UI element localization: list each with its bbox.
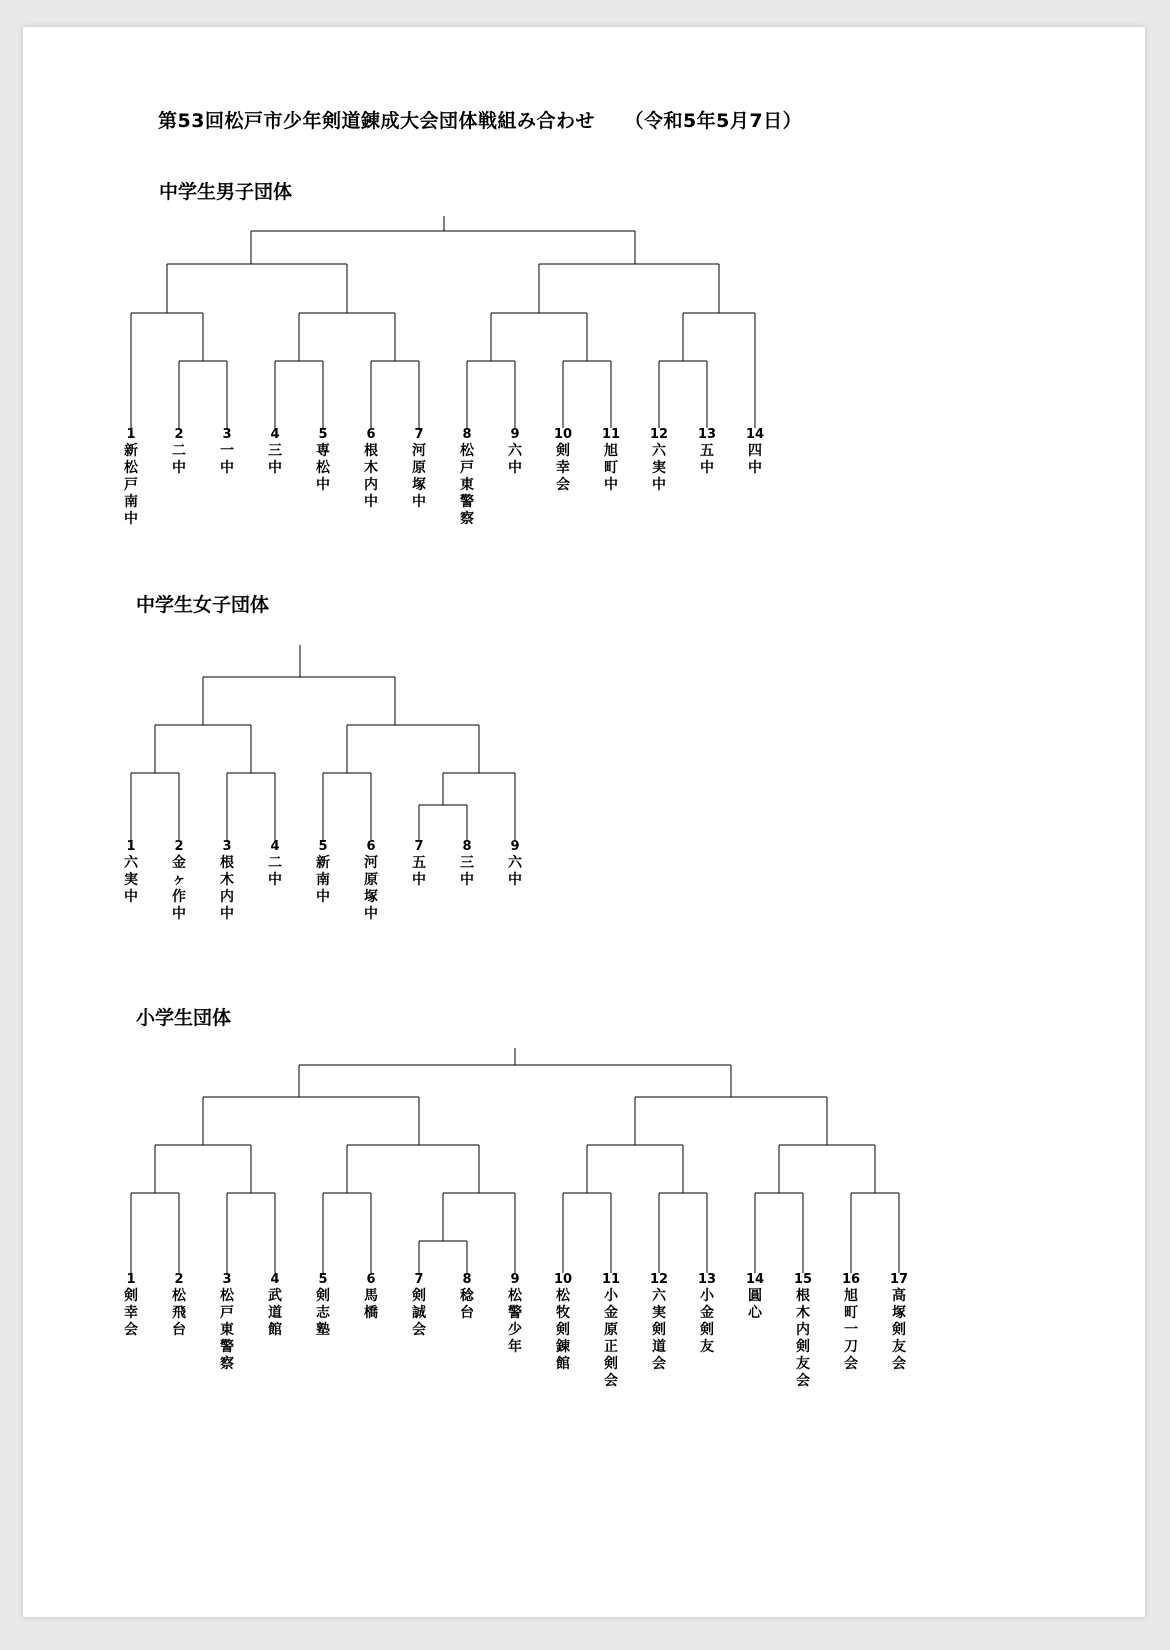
team-number: 8 [462, 427, 472, 442]
team-number: 11 [601, 1272, 621, 1287]
team-number: 10 [553, 1272, 573, 1287]
team-name: 金ヶ作中 [172, 855, 186, 922]
team-name: 五中 [412, 855, 426, 888]
team-name: 武道館 [268, 1288, 282, 1338]
team-girls-2 [169, 838, 189, 923]
team-elementary-3 [217, 1271, 237, 1373]
team-elementary-11 [601, 1271, 621, 1390]
team-number: 1 [126, 839, 136, 854]
team-name: 二中 [172, 443, 186, 476]
team-name: 二中 [268, 855, 282, 888]
team-number: 17 [889, 1272, 909, 1287]
team-name: 六実中 [652, 443, 666, 493]
team-girls-6 [361, 838, 381, 923]
team-number: 13 [697, 1272, 717, 1287]
team-number: 12 [649, 1272, 669, 1287]
team-name: 河原塚中 [412, 443, 426, 510]
team-number: 16 [841, 1272, 861, 1287]
team-name: 高塚剣友会 [892, 1288, 906, 1372]
team-name: 専松中 [316, 443, 330, 493]
team-name: 馬橋 [364, 1288, 378, 1321]
team-elementary-2 [169, 1271, 189, 1339]
team-girls-1 [121, 838, 141, 906]
team-number: 7 [414, 1272, 424, 1287]
team-name: 旭町中 [604, 443, 618, 493]
team-number: 9 [510, 1272, 520, 1287]
document-title: 第53回松戸市少年剣道錬成大会団体戦組み合わせ （令和5年5月7日） [158, 110, 803, 132]
team-name: 松警少年 [508, 1288, 522, 1355]
team-number: 3 [222, 1272, 232, 1287]
team-girls-7 [409, 838, 429, 889]
team-name: 六中 [508, 443, 522, 476]
team-elementary-7 [409, 1271, 429, 1339]
team-number: 3 [222, 427, 232, 442]
team-number: 6 [366, 839, 376, 854]
team-girls-8 [457, 838, 477, 889]
team-name: 三中 [460, 855, 474, 888]
team-number: 5 [318, 427, 328, 442]
team-girls-9 [505, 838, 525, 889]
document-page [23, 27, 1145, 1617]
team-elementary-4 [265, 1271, 285, 1339]
team-name: 六実剣道会 [652, 1288, 666, 1372]
team-name: 旭町一刀会 [844, 1288, 858, 1372]
team-boys-2 [169, 426, 189, 477]
section-title-girls: 中学生女子団体 [136, 594, 270, 616]
team-girls-4 [265, 838, 285, 889]
team-name: 根木内剣友会 [796, 1288, 810, 1389]
team-elementary-1 [121, 1271, 141, 1339]
team-number: 13 [697, 427, 717, 442]
team-number: 11 [601, 427, 621, 442]
team-name: 剣志塾 [316, 1288, 330, 1338]
team-number: 1 [126, 427, 136, 442]
team-name: 一中 [220, 443, 234, 476]
team-name: 六中 [508, 855, 522, 888]
team-number: 9 [510, 839, 520, 854]
team-elementary-10 [553, 1271, 573, 1373]
team-boys-3 [217, 426, 237, 477]
team-number: 4 [270, 427, 280, 442]
team-boys-11 [601, 426, 621, 494]
team-name: 松牧剣錬館 [556, 1288, 570, 1372]
team-boys-10 [553, 426, 573, 494]
team-number: 14 [745, 427, 765, 442]
team-name: 松飛台 [172, 1288, 186, 1338]
team-name: 剣幸会 [124, 1288, 138, 1338]
team-boys-4 [265, 426, 285, 477]
team-boys-14 [745, 426, 765, 477]
team-name: 五中 [700, 443, 714, 476]
team-elementary-8 [457, 1271, 477, 1322]
team-elementary-14 [745, 1271, 765, 1322]
team-number: 9 [510, 427, 520, 442]
team-boys-9 [505, 426, 525, 477]
section-title-elementary: 小学生団体 [136, 1007, 232, 1029]
team-number: 7 [414, 839, 424, 854]
team-name: 河原塚中 [364, 855, 378, 922]
team-number: 10 [553, 427, 573, 442]
team-number: 12 [649, 427, 669, 442]
team-elementary-16 [841, 1271, 861, 1373]
team-boys-6 [361, 426, 381, 511]
team-elementary-9 [505, 1271, 525, 1356]
team-number: 4 [270, 1272, 280, 1287]
team-boys-8 [457, 426, 477, 528]
team-boys-13 [697, 426, 717, 477]
team-name: 小金剣友 [700, 1288, 714, 1355]
team-name: 根木内中 [220, 855, 234, 922]
team-number: 8 [462, 839, 472, 854]
team-elementary-5 [313, 1271, 333, 1339]
team-boys-5 [313, 426, 333, 494]
team-number: 15 [793, 1272, 813, 1287]
team-number: 2 [174, 839, 184, 854]
team-elementary-6 [361, 1271, 381, 1322]
team-name: 四中 [748, 443, 762, 476]
team-elementary-17 [889, 1271, 909, 1373]
team-elementary-15 [793, 1271, 813, 1390]
team-name: 三中 [268, 443, 282, 476]
team-number: 1 [126, 1272, 136, 1287]
section-title-boys: 中学生男子団体 [159, 181, 293, 203]
team-name: 圓心 [748, 1288, 762, 1321]
team-number: 3 [222, 839, 232, 854]
team-number: 6 [366, 427, 376, 442]
team-girls-5 [313, 838, 333, 906]
team-number: 6 [366, 1272, 376, 1287]
team-name: 松戸東警察 [460, 443, 474, 527]
team-name: 根木内中 [364, 443, 378, 510]
team-name: 新松戸南中 [124, 443, 138, 527]
team-boys-7 [409, 426, 429, 511]
team-name: 剣幸会 [556, 443, 570, 493]
team-number: 2 [174, 427, 184, 442]
team-name: 剣誠会 [412, 1288, 426, 1338]
team-boys-12 [649, 426, 669, 494]
team-girls-3 [217, 838, 237, 923]
team-number: 7 [414, 427, 424, 442]
team-name: 新南中 [316, 855, 330, 905]
team-name: 松戸東警察 [220, 1288, 234, 1372]
team-number: 5 [318, 1272, 328, 1287]
team-elementary-12 [649, 1271, 669, 1373]
team-boys-1 [121, 426, 141, 528]
team-number: 8 [462, 1272, 472, 1287]
team-name: 六実中 [124, 855, 138, 905]
team-number: 4 [270, 839, 280, 854]
team-number: 14 [745, 1272, 765, 1287]
team-number: 5 [318, 839, 328, 854]
team-name: 稔台 [460, 1288, 474, 1321]
team-number: 2 [174, 1272, 184, 1287]
team-name: 小金原正剣会 [604, 1288, 618, 1389]
team-elementary-13 [697, 1271, 717, 1356]
